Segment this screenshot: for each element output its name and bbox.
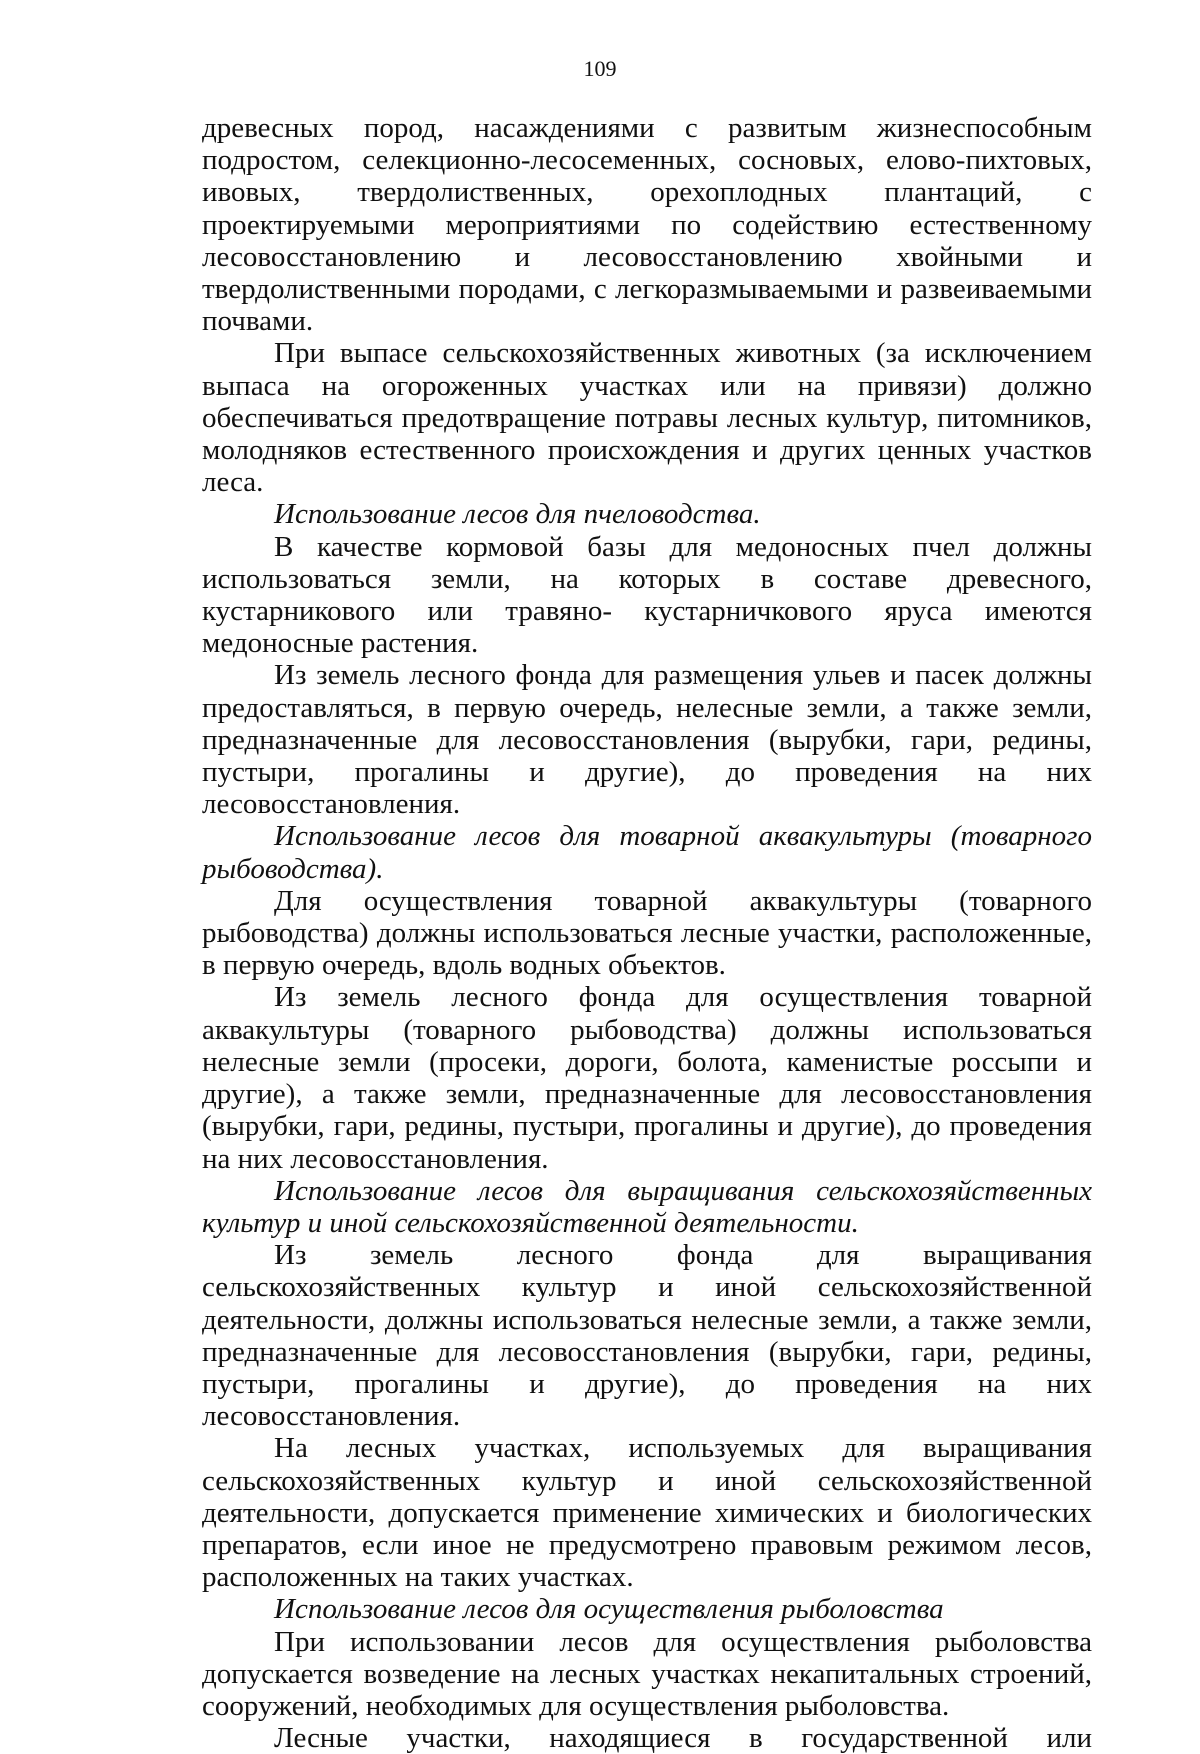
section-heading: Использование лесов для выращивания сельскохозяйственных культур и иной сельскохозяйственной деятельности. [202,1174,1092,1239]
page-number: 109 [583,56,617,81]
paragraph: Для осуществления товарной аквакультуры (товарного рыбоводства) должны использоваться лесные участки, расположенные, в первую очередь, вдоль водных объектов. [202,884,1092,982]
paragraph: древесных пород, насаждениями с развитым жизнеспособным подростом, селекционно-лесосеменных, сосновых, елово-пихтовых, ивовых, твердолиственных, орехоплодных плантаций, с проектируемыми мероприятиями по содействию естественному лесовосстановлению и лесовосстановлению хвойными и твердолиственными породами, с легкоразмываемыми и развеиваемыми почвами. [202,112,1092,338]
paragraph: Лесные участки, находящиеся в государственной или [274,1722,1092,1754]
paragraph: В качестве кормовой базы для медоносных пчел должны использоваться земли, на которых в составе древесного, кустарникового или травяно- кустарничкового яруса имеются медоносные растения. [202,530,1092,660]
paragraph: Из земель лесного фонда для осуществления товарной аквакультуры (товарного рыбоводства) должны использоваться нелесные земли (просеки, дороги, болота, каменистые россыпи и другие), а также земли, предназначенные для лесовосстановления (вырубки, гари, редины, пустыри, прогалины и другие), до проведения на них лесовосстановления. [202,981,1092,1175]
section-heading: Использование лесов для пчеловодства. [274,498,761,531]
paragraph: При выпасе сельскохозяйственных животных (за исключением выпаса на огороженных участках или на привязи) должно обеспечиваться предотвращение потравы лесных культур, питомников, молодняков естественного происхождения и других ценных участков леса. [202,337,1092,499]
section-heading: Использование лесов для осуществления рыболовства [274,1593,944,1626]
paragraph: При использовании лесов для осуществления рыболовства допускается возведение на лесных участках некапитальных строений, сооружений, необходимых для осуществления рыболовства. [202,1625,1092,1722]
paragraph: Из земель лесного фонда для выращивания сельскохозяйственных культур и иной сельскохозяйственной деятельности, должны использоваться нелесные земли, а также земли, предназначенные для лесовосстановления (вырубки, гари, редины, пустыри, прогалины и другие), до проведения на них лесовосстановления. [202,1239,1092,1433]
section-heading: Использование лесов для товарной аквакультуры (товарного рыбоводства). [202,820,1092,885]
paragraph: Из земель лесного фонда для размещения ульев и пасек должны предоставляться, в первую очередь, нелесные земли, а также земли, предназначенные для лесовосстановления (вырубки, гари, редины, пустыри, прогалины и другие), до проведения на них лесовосстановления. [202,659,1092,821]
document-body [202,112,1092,1754]
paragraph: На лесных участках, используемых для выращивания сельскохозяйственных культур и иной сельскохозяйственной деятельности, допускается применение химических и биологических препаратов, если иное не предусмотрено правовым режимом лесов, расположенных на таких участках. [202,1432,1092,1594]
